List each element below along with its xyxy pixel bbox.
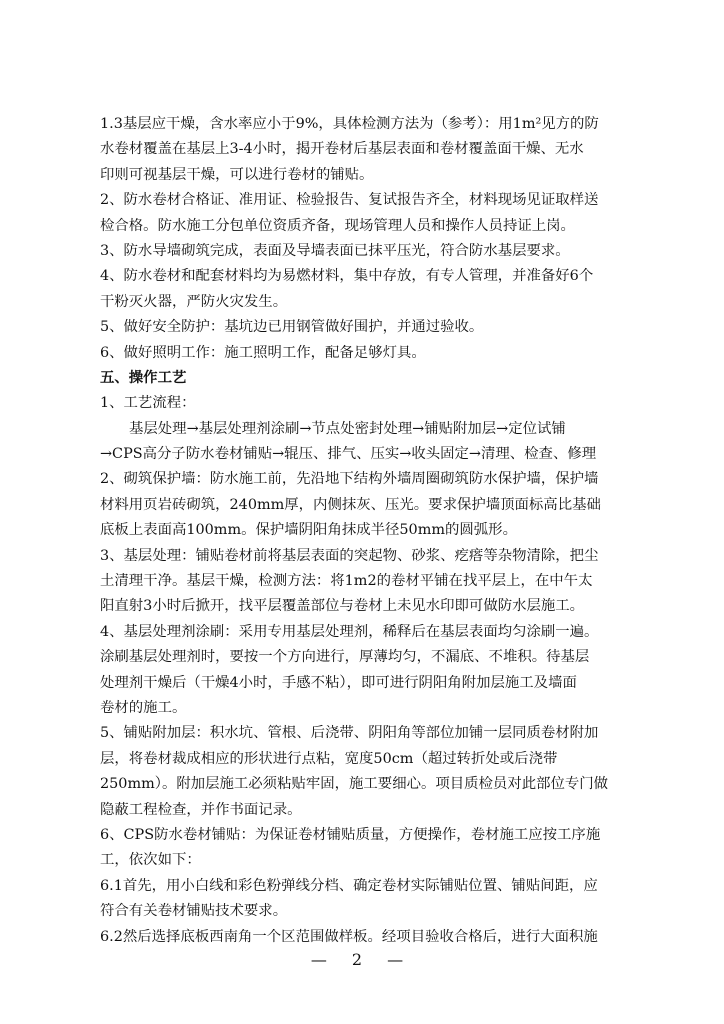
paragraph-line: 检合格。防水施工分包单位资质齐备，现场管理人员和操作人员持证上岗。 bbox=[100, 217, 575, 234]
paragraph-line: 4、基层处理剂涂刷：采用专用基层处理剂，稀释后在基层表面均匀涂刷一遍。 bbox=[100, 623, 599, 640]
paragraph-line: 250mm）。附加层施工必须粘贴牢固，施工要细心。项目质检员对此部位专门做 bbox=[100, 776, 609, 793]
paragraph-line: 3、基层处理：铺贴卷材前将基层表面的突起物、砂浆、疙瘩等杂物清除，把尘 bbox=[100, 547, 599, 564]
document-body bbox=[100, 112, 610, 950]
paragraph-line: 6、CPS防水卷材铺贴：为保证卷材铺贴质量，方便操作，卷材施工应按工序施 bbox=[100, 826, 601, 843]
paragraph-line: 2、防水卷材合格证、准用证、检验报告、复试报告齐全，材料现场见证取样送 bbox=[100, 192, 599, 209]
paragraph-line: 材料用页岩砖砌筑，240mm厚，内侧抹灰、压光。要求保护墙顶面标高比基础 bbox=[100, 496, 601, 513]
page-number: — 2 — bbox=[310, 950, 414, 969]
paragraph-line: 4、防水卷材和配套材料均为易燃材料，集中存放，有专人管理，并准备好6个 bbox=[100, 268, 594, 285]
paragraph-line: 5、做好安全防护：基坑边已用钢管做好围护，并通过验收。 bbox=[100, 319, 484, 336]
section-heading: 五、操作工艺 bbox=[100, 369, 187, 386]
paragraph-line: 层，将卷材裁成相应的形状进行点粘，宽度50cm（超过转折处或后浇带 bbox=[100, 750, 558, 767]
paragraph-line: 底板上表面高100mm。保护墙阴阳角抹成半径50mm的圆弧形。 bbox=[100, 522, 517, 539]
paragraph-line: 1.3基层应干燥，含水率应小于9%，具体检测方法为（参考）：用1m²见方的防 bbox=[100, 116, 599, 132]
paragraph-line: 阳直射3小时后掀开，找平层覆盖部位与卷材上未见水印即可做防水层施工。 bbox=[100, 598, 585, 615]
process-flow-line: 基层处理→基层处理剂涂刷→节点处密封处理→铺贴附加层→定位试铺 bbox=[129, 420, 566, 437]
paragraph-line: 5、铺贴附加层：积水坑、管根、后浇带、阴阳角等部位加铺一层同质卷材附加 bbox=[100, 725, 599, 742]
paragraph-line: 6.2然后选择底板西南角一个区范围做样板。经项目验收合格后，进行大面积施 bbox=[100, 928, 598, 945]
paragraph-line: 隐蔽工程检查，并作书面记录。 bbox=[100, 801, 302, 818]
paragraph-line: 2、砌筑保护墙：防水施工前，先沿地下结构外墙周圈砌筑防水保护墙，保护墙 bbox=[100, 471, 599, 488]
paragraph-line: 符合有关卷材铺贴技术要求。 bbox=[100, 903, 288, 920]
paragraph-line: 涂刷基层处理剂时，要按一个方向进行，厚薄均匀，不漏底、不堆积。待基层 bbox=[100, 649, 590, 666]
paragraph-line: 水卷材覆盖在基层上3-4小时，揭开卷材后基层表面和卷材覆盖面干燥、无水 bbox=[100, 141, 584, 158]
paragraph-line: 6、做好照明工作：施工照明工作，配备足够灯具。 bbox=[100, 344, 426, 361]
paragraph-line: 处理剂干燥后（干燥4小时，手感不粘），即可进行阴阳角附加层施工及墙面 bbox=[100, 674, 577, 691]
paragraph-line: 6.1首先，用小白线和彩色粉弹线分档、确定卷材实际铺贴位置、铺贴间距，应 bbox=[100, 877, 598, 894]
paragraph-line: 卷材的施工。 bbox=[100, 699, 187, 716]
paragraph-line: 3、防水导墙砌筑完成，表面及导墙表面已抹平压光，符合防水基层要求。 bbox=[100, 242, 570, 259]
paragraph-line: 干粉灭火器，严防火灾发生。 bbox=[100, 293, 288, 310]
paragraph-line: 1、工艺流程： bbox=[100, 395, 196, 412]
paragraph-line: 土清理干净。基层干燥，检测方法：将1m2的卷材平铺在找平层上，在中午太 bbox=[100, 573, 593, 590]
process-flow-line: →CPS高分子防水卷材铺贴→辊压、排气、压实→收头固定→清理、检查、修理 bbox=[100, 446, 597, 463]
paragraph-line: 印则可视基层干燥，可以进行卷材的铺贴。 bbox=[100, 166, 374, 183]
paragraph-line: 工，依次如下： bbox=[100, 852, 201, 869]
